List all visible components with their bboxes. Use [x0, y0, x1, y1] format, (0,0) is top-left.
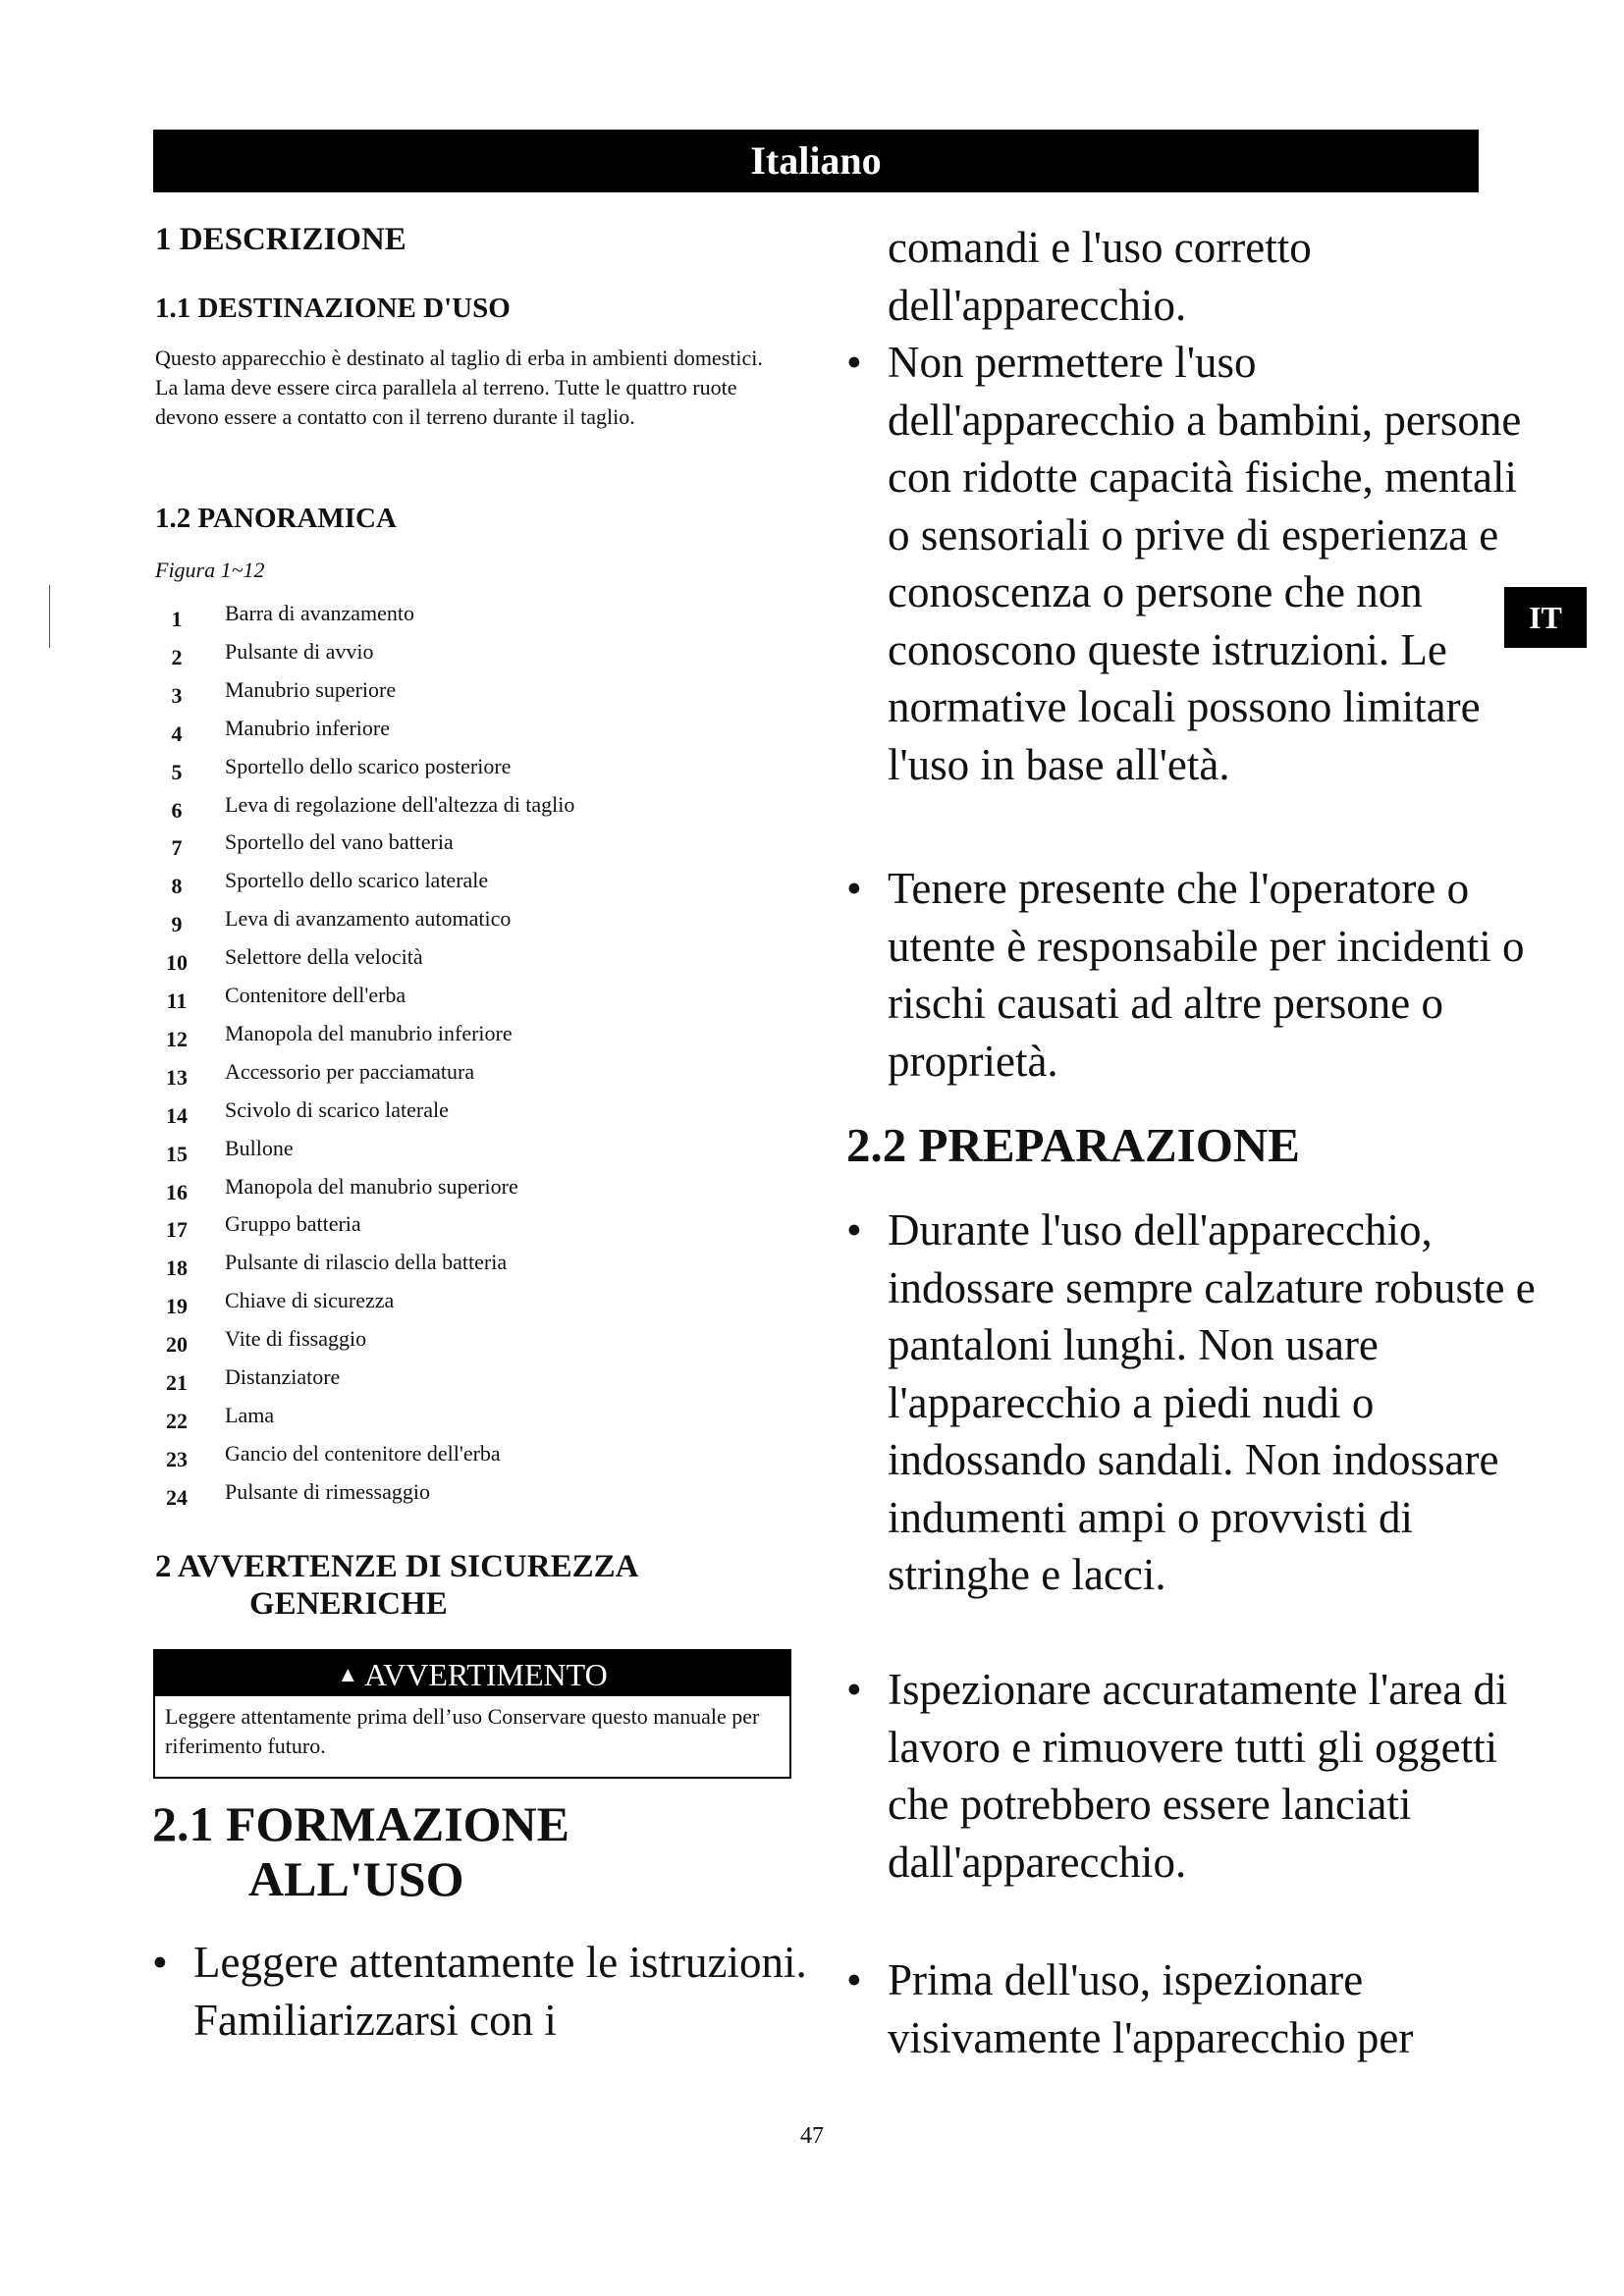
part-number: 9 — [171, 912, 183, 937]
parts-list-item — [0, 1136, 707, 1173]
parts-list-item — [0, 1288, 707, 1325]
training-bullet-1 — [152, 1934, 841, 2049]
part-label: Selettore della velocità — [225, 944, 423, 970]
parts-list-item — [0, 868, 707, 905]
part-label: Vite di fissaggio — [225, 1326, 367, 1352]
parts-list-item — [0, 944, 707, 982]
part-number: 13 — [166, 1064, 188, 1090]
part-label: Sportello dello scarico laterale — [225, 868, 489, 893]
part-label: Manubrio superiore — [225, 676, 397, 702]
section-2-1-title-line1: 2.1 FORMAZIONE — [152, 1796, 569, 1851]
parts-list-item — [0, 1021, 707, 1058]
training-bullet-3 — [846, 860, 1536, 1090]
preparation-bullet-1-text: Durante l'uso dell'apparecchio, indossare sempre calzature robuste e pantaloni lunghi. Non usare l'apparecchio a piedi nudi o indossando sandali. Non indossare indumenti ampi o provvisti di stringhe e lacci. — [888, 1205, 1536, 1599]
section-2-1-title — [152, 1796, 781, 1906]
preparation-bullet-3 — [846, 1951, 1536, 2066]
parts-list-item — [0, 1441, 707, 1478]
warning-header — [155, 1651, 789, 1696]
part-number: 5 — [171, 759, 183, 784]
language-header: Italiano — [153, 130, 1479, 192]
part-label: Pulsante di rilascio della batteria — [225, 1250, 508, 1275]
part-label: Chiave di sicurezza — [225, 1288, 395, 1313]
section-2-2-title: 2.2 PREPARAZIONE — [846, 1118, 1300, 1172]
parts-list-item — [0, 639, 707, 676]
parts-list-item — [0, 906, 707, 943]
bullet-dot: • — [152, 1938, 168, 1987]
warning-triangle-icon: ▲ — [337, 1662, 359, 1686]
part-label: Bullone — [225, 1135, 294, 1160]
training-bullet-1-continuation: comandi e l'uso corretto dell'apparecchio. — [888, 223, 1312, 330]
parts-list-item — [0, 1059, 707, 1096]
preparation-bullet-3-text: Prima dell'uso, ispezionare visivamente l'apparecchio per — [888, 1955, 1414, 2062]
part-label: Leva di avanzamento automatico — [225, 906, 512, 932]
training-bullet-3-text: Tenere presente che l'operatore o utente è responsabile per incidenti o rischi causati ad altre persone o proprietà. — [888, 864, 1525, 1086]
part-number: 16 — [166, 1179, 188, 1204]
part-number: 23 — [166, 1446, 188, 1471]
part-label: Scivolo di scarico laterale — [225, 1096, 449, 1122]
part-number: 3 — [171, 682, 183, 708]
part-number: 14 — [166, 1102, 188, 1128]
part-number: 22 — [166, 1408, 188, 1433]
part-number: 4 — [171, 721, 183, 746]
part-number: 17 — [166, 1217, 188, 1243]
parts-list-item — [0, 1097, 707, 1135]
part-label: Lama — [225, 1402, 275, 1427]
parts-list-item — [0, 792, 707, 829]
parts-list-item — [0, 829, 707, 867]
preparation-bullet-1 — [846, 1201, 1536, 1604]
part-number: 2 — [171, 644, 183, 669]
bullet-dot: • — [846, 1955, 862, 2004]
training-bullet-2 — [846, 334, 1536, 793]
part-label: Distanziatore — [225, 1364, 341, 1389]
section-1-1-title: 1.1 DESTINAZIONE D'USO — [155, 293, 511, 324]
section-2-title-line1: 2 AVVERTENZE DI SICUREZZA — [155, 1549, 639, 1584]
part-number: 11 — [166, 988, 188, 1013]
part-number: 10 — [166, 950, 188, 976]
part-number: 21 — [166, 1370, 188, 1395]
section-1-title: 1 DESCRIZIONE — [155, 222, 406, 257]
bullet-dot: • — [846, 338, 862, 387]
part-number: 1 — [171, 607, 183, 631]
preparation-bullet-2-text: Ispezionare accuratamente l'area di lavoro e rimuovere tutti gli oggetti che potrebbero essere lanciati dall'apparecchio. — [888, 1665, 1508, 1887]
part-label: Sportello del vano batteria — [225, 829, 454, 855]
bullet-dot: • — [846, 1665, 862, 1714]
part-number: 6 — [171, 797, 183, 823]
part-label: Accessorio per pacciamatura — [225, 1058, 475, 1084]
part-number: 19 — [166, 1294, 188, 1319]
part-number: 7 — [171, 835, 183, 861]
part-label: Manopola del manubrio inferiore — [225, 1020, 513, 1045]
parts-list-item — [0, 1250, 707, 1287]
warning-label: AVVERTIMENTO — [364, 1657, 608, 1692]
part-number: 18 — [166, 1255, 188, 1281]
part-number: 8 — [171, 874, 183, 899]
parts-list-item — [0, 1364, 707, 1402]
language-tab: IT — [1504, 587, 1587, 648]
parts-list-item — [0, 983, 707, 1020]
warning-text: Leggere attentamente prima dell’uso Conservare questo manuale per riferimento futuro. — [165, 1704, 760, 1758]
intended-use-text: Questo apparecchio è destinato al taglio di erba in ambienti domestici. La lama deve essere circa parallela al terreno. Tutte le quattro ruote devono essere a contatto con il terreno durante il taglio. — [155, 346, 763, 429]
section-2-title-line2: GENERICHE — [249, 1586, 448, 1622]
parts-list-item — [0, 1479, 707, 1517]
parts-list-item — [0, 1174, 707, 1211]
part-number: 15 — [166, 1141, 188, 1166]
parts-list-item — [0, 1326, 707, 1363]
bullet-dot: • — [846, 864, 862, 913]
bullet-dot: • — [846, 1205, 862, 1255]
preparation-bullet-2 — [846, 1661, 1536, 1891]
part-label: Gruppo batteria — [225, 1211, 361, 1237]
parts-list-item — [0, 677, 707, 715]
part-label: Barra di avanzamento — [225, 601, 415, 625]
part-label: Sportello dello scarico posteriore — [225, 753, 512, 778]
figure-reference: Figura 1~12 — [155, 558, 265, 582]
training-bullet-2-text: Non permettere l'uso dell'apparecchio a bambini, persone con ridotte capacità fisiche, mentali o sensoriali o prive di esperienza e conoscenza o persone che non conoscono queste istruzioni. Le normative locali possono limitare l'uso in base all'età. — [888, 338, 1522, 789]
part-label: Leva di regolazione dell'altezza di taglio — [225, 791, 575, 817]
section-1-2-title: 1.2 PANORAMICA — [155, 503, 397, 534]
part-label: Pulsante di rimessaggio — [225, 1478, 430, 1504]
parts-list-item — [0, 716, 707, 753]
training-bullet-1-text: Leggere attentamente le istruzioni. Familiarizzarsi con i — [193, 1938, 807, 2045]
section-2-1-title-line2: ALL'USO — [248, 1851, 464, 1906]
part-number: 12 — [166, 1026, 188, 1051]
parts-list-item — [0, 1403, 707, 1440]
parts-list-item — [0, 1211, 707, 1249]
part-label: Gancio del contenitore dell'erba — [225, 1440, 501, 1466]
part-label: Manopola del manubrio superiore — [225, 1173, 518, 1199]
part-label: Pulsante di avvio — [225, 638, 374, 664]
page-number: 47 — [800, 2123, 824, 2149]
part-label: Contenitore dell'erba — [225, 983, 406, 1007]
part-number: 24 — [166, 1484, 188, 1510]
part-label: Manubrio inferiore — [225, 715, 390, 740]
warning-box — [153, 1649, 791, 1779]
parts-list-item — [0, 601, 707, 638]
part-number: 20 — [166, 1332, 188, 1358]
parts-list-item — [0, 754, 707, 791]
